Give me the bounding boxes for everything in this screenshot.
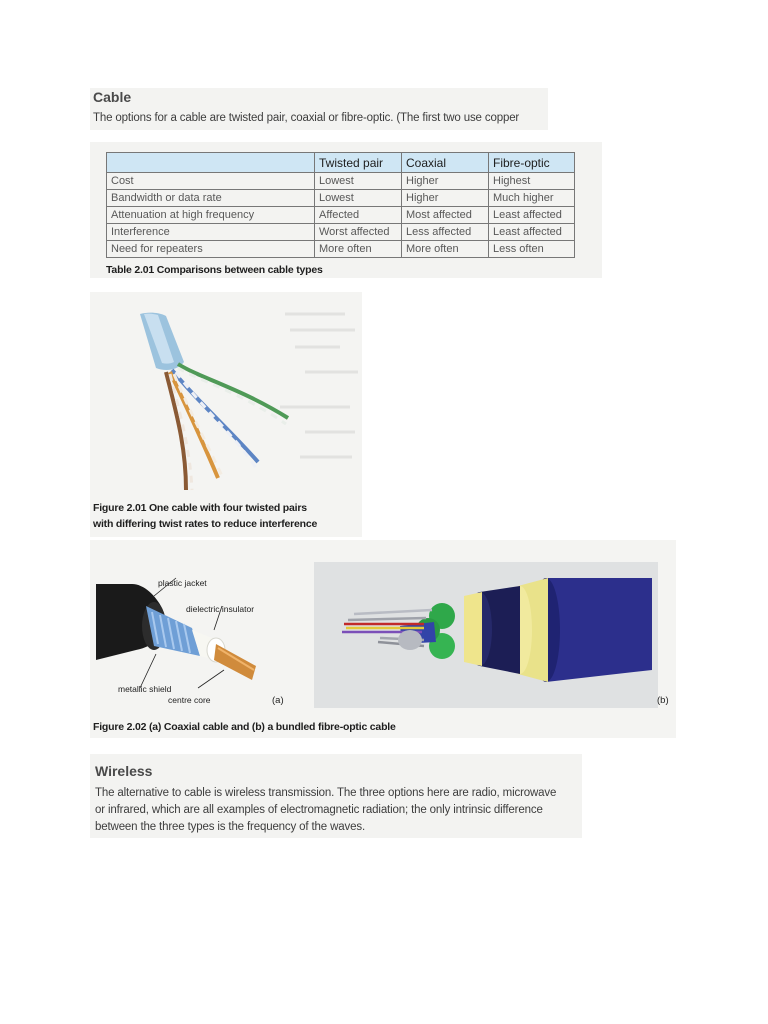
table-cell: Least affected <box>489 224 575 241</box>
wireless-text-line-1: The alternative to cable is wireless transmission. The three options here are radio, microwave <box>95 787 557 799</box>
table-header-cell <box>107 153 315 173</box>
part-a-label: (a) <box>272 695 284 706</box>
figure-2-01 <box>90 292 362 537</box>
cable-intro-text: The options for a cable are twisted pair, coaxial or fibre-optic. (The first two use copper <box>93 112 520 124</box>
table-cell: Need for repeaters <box>107 241 315 258</box>
table-cell: Highest <box>489 173 575 190</box>
table-cell: Bandwidth or data rate <box>107 190 315 207</box>
comparison-table-section <box>90 142 602 278</box>
table-cell: Least affected <box>489 207 575 224</box>
table-cell: Less often <box>489 241 575 258</box>
table-row <box>107 224 575 241</box>
cable-section <box>90 88 548 130</box>
table-cell: Most affected <box>402 207 489 224</box>
wireless-section <box>90 754 582 838</box>
table-cell: Cost <box>107 173 315 190</box>
wireless-text-line-3: between the three types is the frequency of the waves. <box>95 821 365 833</box>
table-cell: Worst affected <box>315 224 402 241</box>
table-cell: Lowest <box>315 190 402 207</box>
cable-comparison-table <box>106 152 575 258</box>
table-cell: Attenuation at high frequency <box>107 207 315 224</box>
twisted-pair-cable-image <box>90 292 362 497</box>
plastic-jacket-label: plastic jacket <box>158 578 207 588</box>
table-cell: Much higher <box>489 190 575 207</box>
table-cell: Less affected <box>402 224 489 241</box>
centre-core-label: centre core <box>168 695 211 705</box>
table-cell: More often <box>315 241 402 258</box>
figure-2-02 <box>90 540 676 738</box>
table-cell: Lowest <box>315 173 402 190</box>
table-caption: Table 2.01 Comparisons between cable types <box>106 264 323 276</box>
dielectric-insulator-label: dielectric insulator <box>186 604 255 614</box>
table-header-row <box>107 153 575 173</box>
table-row <box>107 241 575 258</box>
table-header-cell: Coaxial <box>402 153 489 173</box>
table-cell: Interference <box>107 224 315 241</box>
table-header-cell: Fibre-optic <box>489 153 575 173</box>
cable-heading: Cable <box>93 89 132 105</box>
fibre-optic-cable-image <box>314 562 658 708</box>
table-row <box>107 190 575 207</box>
figure-2-02-caption: Figure 2.02 (a) Coaxial cable and (b) a bundled fibre-optic cable <box>93 721 396 733</box>
table-cell: More often <box>402 241 489 258</box>
table-row <box>107 207 575 224</box>
part-b-label: (b) <box>657 695 669 706</box>
figure-2-01-caption-line-1: Figure 2.01 One cable with four twisted pairs <box>93 502 307 514</box>
table-header-cell: Twisted pair <box>315 153 402 173</box>
figure-2-01-caption-line-2: with differing twist rates to reduce interference <box>93 518 318 530</box>
table-cell: Affected <box>315 207 402 224</box>
table-cell: Higher <box>402 190 489 207</box>
wireless-text-line-2: or infrared, which are all examples of electromagnetic radiation; the only intrinsic difference <box>95 804 543 816</box>
wireless-heading: Wireless <box>95 763 153 779</box>
table-row <box>107 173 575 190</box>
metallic-shield-label: metallic shield <box>118 684 172 694</box>
table-cell: Higher <box>402 173 489 190</box>
